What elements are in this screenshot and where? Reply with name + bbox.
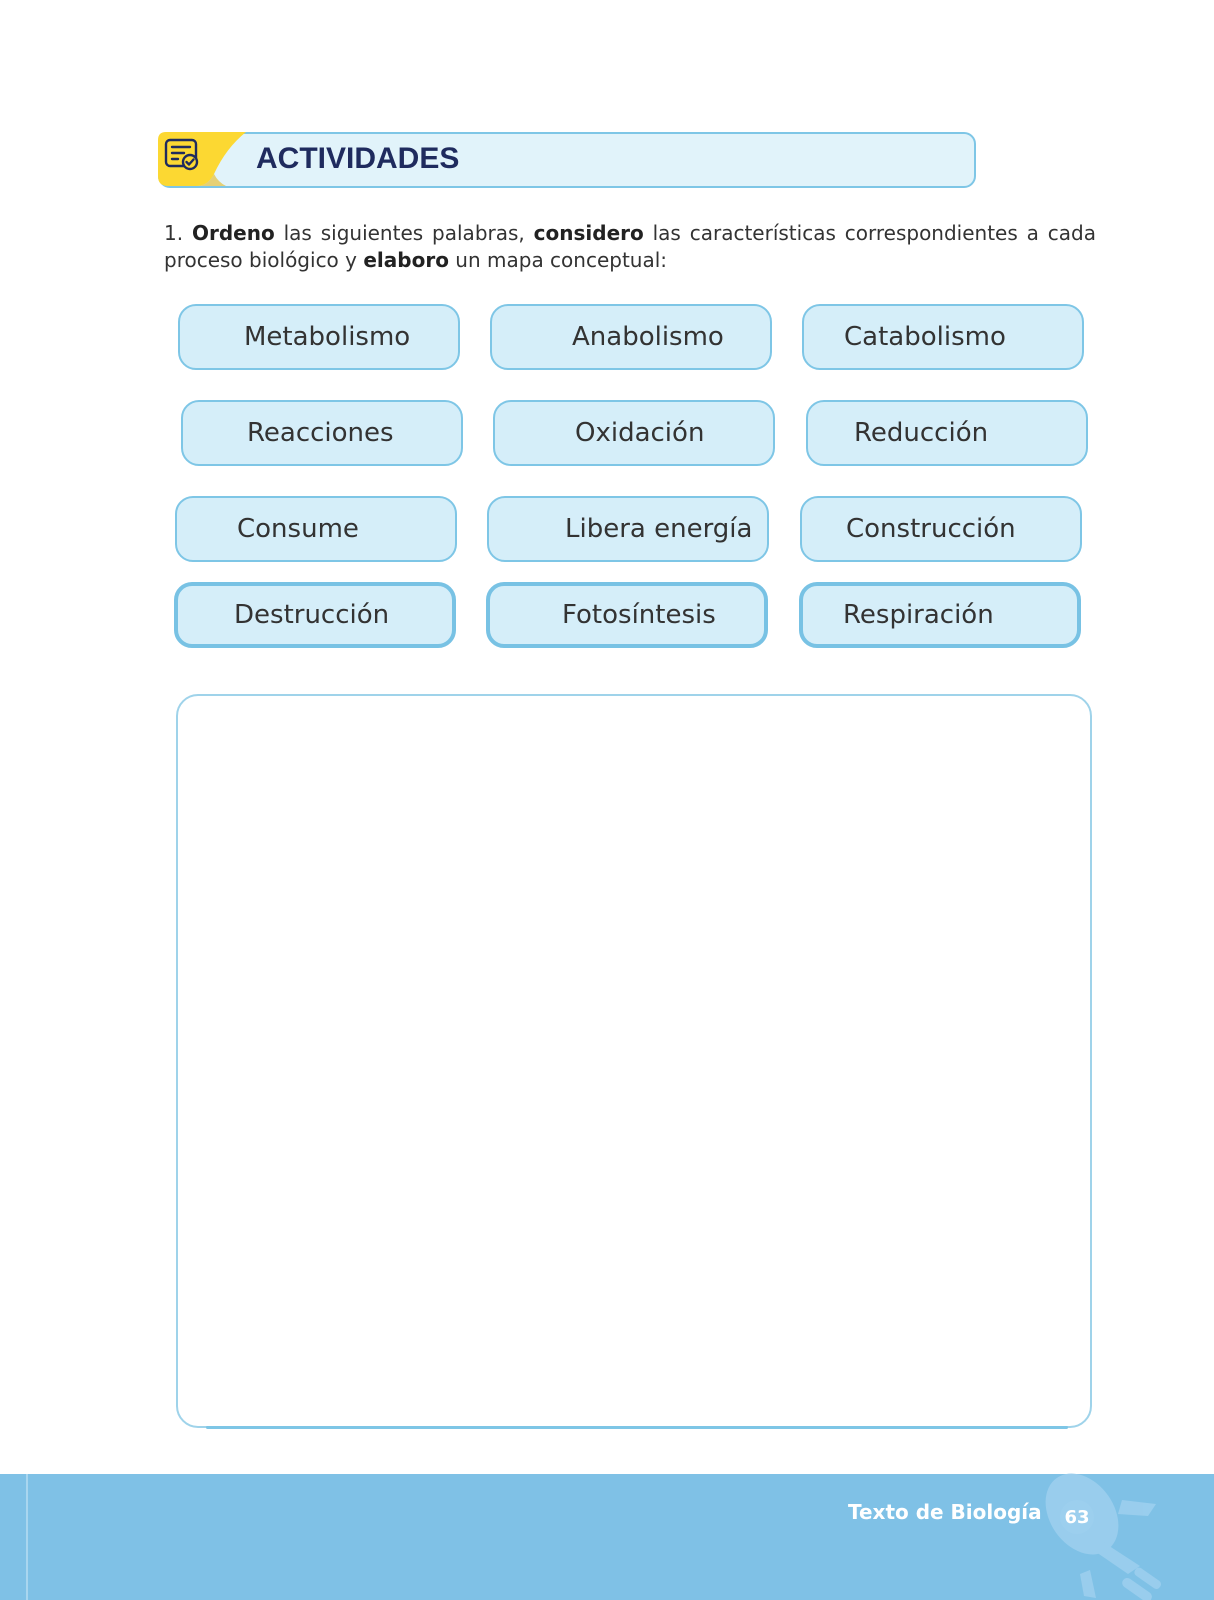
word-label: Destrucción: [234, 600, 390, 630]
word-chip: [486, 582, 768, 648]
word-label: Metabolismo: [244, 322, 411, 352]
instruction-text: [164, 220, 1096, 274]
word-label: Fotosíntesis: [562, 600, 716, 630]
item-number: 1.: [164, 221, 184, 245]
verb-ordeno: Ordeno: [191, 221, 275, 245]
word-label: Reducción: [854, 418, 989, 448]
word-label: Construcción: [846, 514, 1016, 544]
verb-elaboro: elaboro: [363, 248, 449, 272]
word-label: Oxidación: [575, 418, 705, 448]
page-number: 63: [1060, 1500, 1094, 1534]
word-chip: [799, 582, 1081, 648]
word-label: Catabolismo: [844, 322, 1006, 352]
book-title: Texto de Biología: [848, 1500, 1042, 1524]
word-label: Libera energía: [565, 514, 753, 544]
word-label: Consume: [237, 514, 359, 544]
word-label: Respiración: [843, 600, 994, 630]
word-chip: [802, 304, 1084, 370]
word-chip: [181, 400, 463, 466]
verb-considero: considero: [533, 221, 644, 245]
word-chip: [487, 496, 769, 562]
word-chip: [175, 496, 457, 562]
word-chip: [800, 496, 1082, 562]
instruction-part: un mapa conceptual:: [448, 248, 668, 272]
word-chip: [174, 582, 456, 648]
rocket-icon: [1030, 1470, 1180, 1600]
word-chip: [493, 400, 775, 466]
section-title: ACTIVIDADES: [256, 142, 460, 175]
word-chip: [490, 304, 772, 370]
concept-map-answer-area[interactable]: [176, 694, 1092, 1428]
footer-divider: [26, 1474, 28, 1600]
header-tab: [156, 126, 248, 188]
activities-header: [158, 132, 976, 190]
word-label: Anabolismo: [572, 322, 724, 352]
instruction-part: las siguientes palabras,: [274, 221, 534, 245]
word-label: Reacciones: [247, 418, 394, 448]
answer-area-underline: [206, 1426, 1068, 1429]
word-chip: [178, 304, 460, 370]
word-chip: [806, 400, 1088, 466]
instruction-part: las características correspondientes a cada proceso biológico y: [164, 221, 1097, 272]
